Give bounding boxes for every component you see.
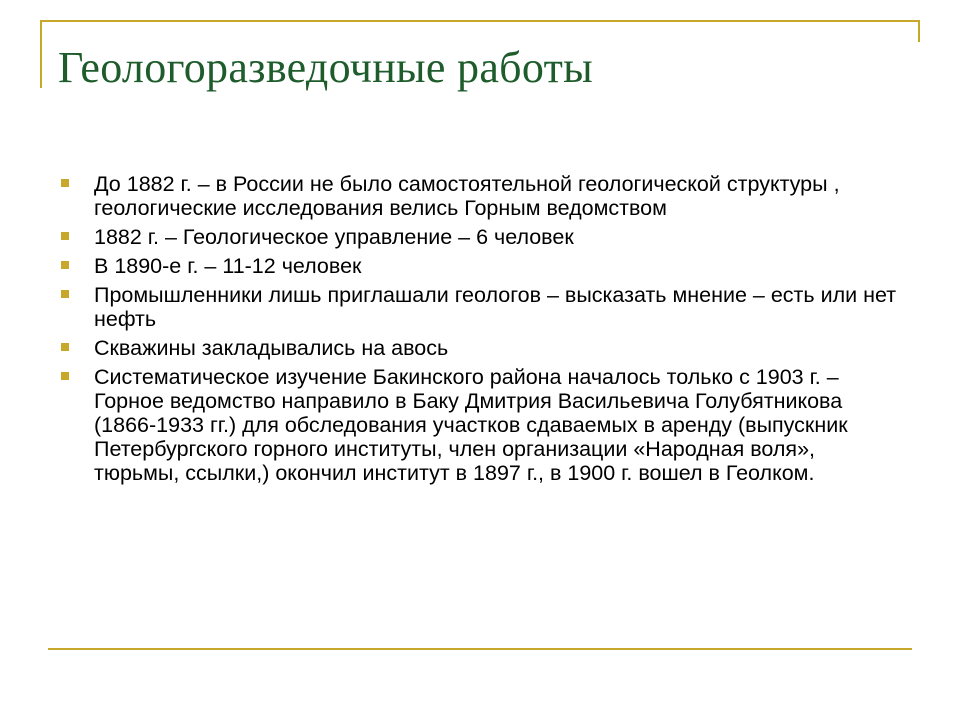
square-bullet-icon	[61, 232, 69, 240]
square-bullet-icon	[61, 179, 69, 187]
bullet-text: Систематическое изучение Бакинского района началось только с 1903 г. – Горное ведомство направило в Баку Дмитрия Васильевича Голубятникова (1866-1933 гг.) для обследования участков сдаваемых в аренду (выпускник Петербургского горного институты, член организации «Народная воля», тюрьмы, ссылки,) окончил институт в 1897 г., в 1900 г. вошел в Геолком.	[94, 365, 848, 485]
square-bullet-icon	[61, 343, 69, 351]
bullet-item	[56, 336, 906, 360]
bullet-list	[56, 172, 906, 490]
bullet-text: 1882 г. – Геологическое управление – 6 человек	[94, 225, 574, 249]
bullet-text: В 1890-е г. – 11-12 человек	[94, 254, 362, 278]
square-bullet-icon	[61, 372, 69, 380]
bullet-item	[56, 283, 906, 331]
bullet-item	[56, 254, 906, 278]
bottom-divider	[48, 648, 912, 650]
square-bullet-icon	[61, 261, 69, 269]
square-bullet-icon	[61, 290, 69, 298]
bullet-item	[56, 172, 906, 220]
slide-title: Геологоразведочные работы	[58, 43, 593, 92]
bullet-text: Скважины закладывались на авось	[94, 336, 449, 360]
bullet-item	[56, 225, 906, 249]
frame-right-line	[918, 20, 920, 42]
bullet-text: До 1882 г. – в России не было самостоятельной геологической структуры , геологические исследования велись Горным ведомством	[94, 172, 840, 220]
bullet-item	[56, 365, 906, 485]
frame-left-line	[40, 20, 42, 88]
frame-top-line	[40, 20, 920, 22]
bullet-text: Промышленники лишь приглашали геологов – высказать мнение – есть или нет нефть	[94, 283, 897, 331]
